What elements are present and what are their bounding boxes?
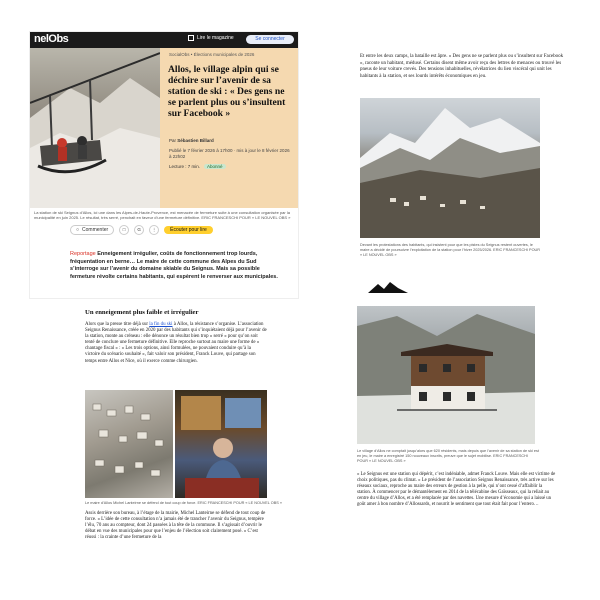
chalet-photo	[357, 306, 535, 444]
photo-caption: Le village d’Allos ne comptait jusqu’alors que 620 résidents, mais depuis que l’avenir de sa station de ski est en jeu, le maire a enregistré 150 nouveaux inscrits, preuve que le sujet mobilise. ERIC FRANCESCHI POUR « LE NOUVEL OBS »	[357, 449, 539, 463]
byline-prefix: Par	[169, 138, 177, 143]
body-paragraph: Assis derrière son bureau, à l’étage de la mairie, Michel Lanteirne se défend de tout coup de force. « L’idée de cette consultation n’a jamais été de trancher l’avenir du Seignus, tempère l’élu, 70 ans au compteur, dont 24 passées à la tête de la commune. Il s’agissait d’ouvrir le débat en vue des municipales pour que l’enjeu de l’élection soit clairement posé. » C’est réussi : la crainte d’une fermeture de la	[85, 511, 266, 541]
hero-caption: La station de ski Seignus d’Allos, ici une dans les Alpes-de-Haute-Provence, est menacée de fermeture suite à une consultation organisée par la municipalité en juin 2025. Le résultat, très serré, penchait en faveur d’une fermeture définitive. ERIC FRANCESCHI POUR « LE NOUVEL OBS »	[34, 210, 291, 220]
paragraph-text: à Allos, la résistance s’organise. L’association Seignus Renaissance, créée en 2020 par des habitants qui s’inquiétaient déjà pour l’avenir de la station, monte au créneau : elle dénonce un résultat bien trop « serré » pour qu’on soit tenté de conclure une fermeture définitive. Elle reproche surtout au maire une forme de « chantage fiscal » : « Les trois options, ainsi formulées, ne pouvaient conduire qu’à la victoire du scénario souhaité », fait valoir son président, Franck Louve, qui partage son temps entre Allos et Nice, où il exerce comme chirurgien.	[85, 322, 267, 364]
mountain-illustration	[360, 98, 540, 238]
subscriber-badge: Abonné	[204, 164, 226, 169]
bookmark-icon[interactable]: □	[119, 225, 129, 235]
google-icon[interactable]: G	[134, 225, 144, 235]
read-magazine-label: Lire le magazine	[197, 35, 234, 41]
article-body-panel-4	[324, 306, 564, 544]
inline-article-link[interactable]: la fin du ski	[149, 322, 173, 327]
chalet-illustration	[357, 306, 535, 444]
site-logo[interactable]: nelObs	[34, 33, 69, 45]
section-heading: Un enneigement plus faible et irrégulier	[85, 309, 199, 316]
byline	[169, 138, 214, 143]
headline-card	[160, 48, 298, 208]
article-actions	[70, 225, 213, 235]
site-top-bar	[30, 32, 298, 48]
article-header-panel	[30, 32, 298, 298]
article-lede	[70, 251, 280, 281]
magazine-icon	[188, 35, 194, 41]
chairlift-photo	[30, 48, 160, 208]
photo-caption: Devant les protestations des habitants, qui insistent pour que les pistes du Seignus restent ouvertes, le maire a décidé de poursuivre l’exploitation de la station pour l’hiver 2025/2026. ERIC FRANCESCHI POUR « LE NOUVEL OBS »	[360, 243, 541, 257]
reading-time-label: Lecture : 7 min.	[169, 164, 201, 169]
aerial-village-photo	[85, 390, 173, 498]
body-paragraph: Et entre les deux camps, la bataille est âpre. « Des gens ne se parlent plus ou s’insultent sur Facebook », raconte un habitant, médusé. Certains disent même avoir reçu des lettres de menaces ou trouvé les pneus de leur voiture crevés. Des tensions inhabituelles, révélatrices du lien viscéral qui unit les habitants à la station, et ses lourds intérêts économiques en jeu.	[360, 54, 564, 79]
mayor-illustration	[175, 390, 267, 498]
sign-in-button[interactable]: Se connecter	[246, 35, 294, 44]
read-magazine-link[interactable]	[188, 35, 234, 41]
paragraph-text: Alors que la presse titre déjà sur	[85, 322, 150, 327]
article-kicker[interactable]: SocialObs • Élections municipales de 2026	[169, 52, 255, 57]
mayor-portrait-photo	[175, 390, 267, 498]
lede-text: Enneigement irrégulier, coûts de fonctionnement trop lourds, fréquentation en berne… Le maire de cette commune des Alpes du Sud s’interroge sur l’avenir du domaine skiable du Seignus. Mais sa possible fermeture révolte certains habitants, qui espèrent le renverser aux municipales.	[70, 251, 278, 280]
share-icon[interactable]: ⋮	[149, 225, 159, 235]
mountain-village-photo	[360, 98, 540, 238]
article-body-panel-3	[58, 308, 296, 576]
article-headline: Allos, le village alpin qui se déchire sur l’avenir de sa station de ski : « Des gens ne se parlent plus ou s’insultent sur Facebook »	[168, 64, 286, 119]
photo-caption: Le maire d’Allos Michel Lanteirne se défend de tout coup de force. ERIC FRANCESCHI POUR « LE NOUVEL OBS »	[85, 501, 282, 505]
body-paragraph	[85, 322, 267, 365]
listen-button[interactable]: Écouter pour lire	[164, 226, 213, 234]
comment-label: Commenter	[82, 227, 109, 233]
comment-icon: ○	[76, 227, 80, 233]
comment-button[interactable]	[70, 225, 114, 235]
mountain-logo-icon	[368, 281, 408, 293]
aerial-village-illustration	[85, 390, 173, 498]
author-link[interactable]: Sébastien Billard	[177, 138, 214, 143]
body-paragraph: « Le Seignus est une station qui dépérit, c’est indéniable, admet Franck Louve. Mais elle est victime de choix politiques, pas du climat. » Le président de l’association Seignus Renaissance, très active sur les réseaux sociaux, reproche au maire des erreurs de gestion à la pelle, qui n’ont cessé d’affaiblir la station. À commencer par le démantèlement en 2014 de la télécabine des Gaïsseaux, qui la reliait au centre du village d’Allos, et a été remplacée par des navettes. Une mesure d’économie qui a laissé un goût amer à bon nombre d’Allossards, et nourrit le sentiment que tout était fait pour l’entero…	[357, 472, 556, 508]
publication-date: Publié le 7 février 2026 à 17h00 · mis à jour le 8 février 2026 à 22h02	[169, 148, 290, 159]
chairlift-illustration	[30, 48, 160, 208]
article-body-panel-2	[324, 53, 564, 297]
lede-kicker: Reportage	[70, 251, 96, 257]
reading-time	[169, 164, 226, 169]
